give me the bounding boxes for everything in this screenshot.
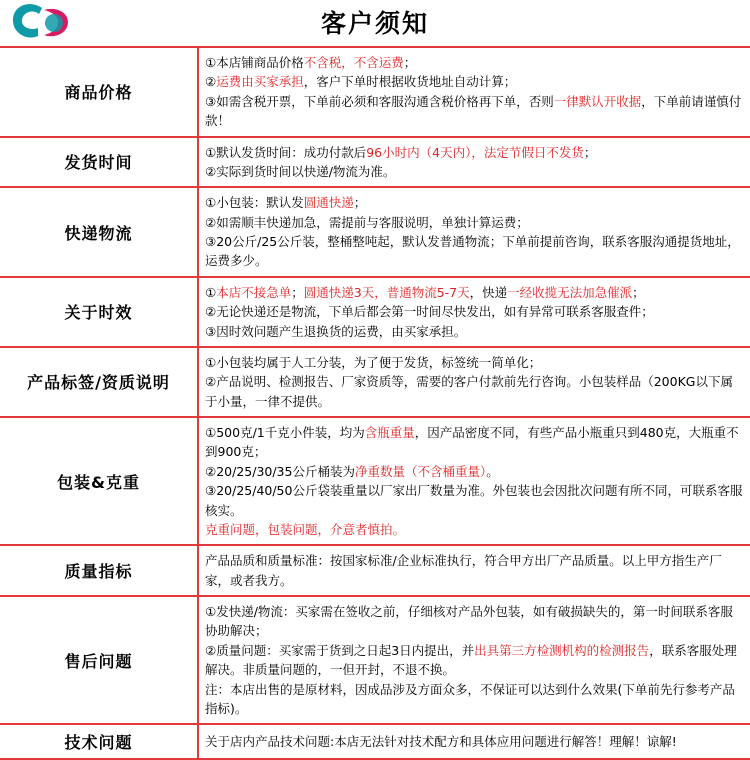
page-title: 客户须知 (320, 9, 429, 38)
content-line (205, 213, 744, 232)
content-line (205, 162, 744, 181)
table-row (0, 187, 750, 277)
plain-text: 产品品质和质量标准：按国家标准/企业标准执行，符合甲方出厂产品质量。以上甲方指生产厂家，或者我方。 (205, 553, 722, 588)
plain-text: ； (403, 55, 417, 70)
content-line (205, 520, 744, 539)
row-content (198, 277, 750, 347)
content-line (205, 322, 744, 341)
highlighted-text: 本店不接急单 (216, 284, 292, 300)
row-content (198, 417, 750, 545)
content-line (205, 92, 744, 131)
notice-table (0, 48, 750, 760)
plain-text: ； (632, 284, 645, 300)
table-row (0, 417, 750, 545)
table-row (0, 277, 750, 347)
content-line (205, 283, 744, 302)
content-line (205, 462, 744, 481)
plain-text: ①默认发货时间：成功付款后 (205, 144, 367, 160)
row-label: 产品标签/资质说明 (0, 347, 198, 417)
plain-text: ，联系客服处理解决。非质量问题的，一但开封，不退不换。 (205, 642, 737, 678)
row-content (198, 137, 750, 188)
row-label: 发货时间 (0, 137, 198, 188)
content-line (205, 680, 744, 719)
row-label: 售后问题 (0, 596, 198, 724)
content-line (205, 302, 744, 321)
plain-text: ①小包装：默认发 (205, 195, 304, 211)
row-label: 关于时效 (0, 277, 198, 347)
plain-text: ③如需含税开票，下单前必须和客服沟通含税价格再下单，否则 (205, 93, 554, 109)
plain-text: ②20/25/30/35公斤桶装为 (205, 463, 355, 479)
row-content (198, 545, 750, 596)
content-line (205, 72, 744, 91)
plain-text: 注：本店出售的是原材料，因成品涉及方面众多，不保证可以达到什么效果(下单前先行参考产品指标)。 (205, 681, 735, 716)
highlighted-text: 含瓶重量 (364, 425, 415, 440)
plain-text: ，下单前请谨慎付款！ (205, 93, 742, 129)
highlighted-text: 96小时内（4天内），法定节假日不发货 (366, 144, 584, 160)
table-row (0, 347, 750, 417)
content-line (205, 481, 744, 520)
plain-text: ②实际到货时间以快递/物流为准。 (205, 163, 396, 179)
highlighted-text: 克重问题，包装问题，介意者慎拍。 (205, 521, 406, 537)
plain-text: ； (583, 144, 597, 160)
plain-text: ①500克/1千克小件装，均为 (205, 425, 365, 440)
content-line (205, 193, 744, 212)
row-content (198, 48, 750, 137)
highlighted-text: 净重数量（不含桶重量） (354, 463, 487, 479)
table-row (0, 48, 750, 137)
plain-text: ，因产品密度不同，有些产品小瓶重只到480克，大瓶重不到900克； (205, 425, 739, 460)
page-header (0, 0, 750, 48)
table-row (0, 545, 750, 596)
highlighted-text: 圆通快递 (303, 195, 354, 211)
plain-text: ③20公斤/25公斤装，整桶整吨起，默认发普通物流；下单前提前咨询，联系客服沟通提货地址，运费多少。 (205, 234, 740, 269)
table-row (0, 596, 750, 724)
row-content (198, 187, 750, 277)
highlighted-text: 圆通快递3天，普通物流5-7天 (303, 284, 470, 300)
content-line (205, 232, 744, 271)
plain-text: ②质量问题：买家需于货到之日起3日内提出，并 (205, 642, 475, 658)
content-line (205, 53, 744, 72)
row-label: 质量指标 (0, 545, 198, 596)
highlighted-text: 运费由买家承担 (216, 74, 304, 90)
content-line (205, 602, 744, 641)
row-label: 商品价格 (0, 48, 198, 137)
highlighted-text: 出具第三方检测机构的检测报告 (474, 642, 650, 658)
highlighted-text: 一经收揽无法加急催派 (507, 284, 633, 300)
table-row (0, 724, 750, 759)
highlighted-text: 不含税，不含运费 (303, 55, 404, 70)
plain-text: ①本店铺商品价格 (205, 55, 304, 70)
content-line (205, 143, 744, 162)
row-label: 技术问题 (0, 724, 198, 759)
content-line (205, 372, 744, 411)
plain-text: ②无论快递还是物流，下单后都会第一时间尽快发出，如有异常可联系客服查件； (205, 304, 654, 320)
table-row (0, 137, 750, 188)
content-line (205, 732, 744, 751)
plain-text: ② (205, 74, 217, 90)
plain-text: 。 (486, 463, 499, 479)
content-line (205, 423, 744, 462)
row-label: 快递物流 (0, 187, 198, 277)
plain-text: ③因时效问题产生退换货的运费，由买家承担。 (205, 323, 467, 339)
plain-text: ②产品说明、检测报告、厂家资质等，需要的客户付款前先行咨询。小包装样品（200KG以下属于小量，一律不提供。 (205, 374, 733, 409)
content-line (205, 641, 744, 680)
plain-text: ； (353, 195, 367, 211)
row-label: 包装&克重 (0, 417, 198, 545)
notice-table-body (0, 48, 750, 759)
plain-text: ③20/25/40/50公斤袋装重量以厂家出厂数量为准。外包装也会因批次问题有所不同，可联系客服核实。 (205, 483, 743, 518)
plain-text: 关于店内产品技术问题:本店无法针对技术配方和具体应用问题进行解答！理解！谅解! (205, 734, 677, 750)
plain-text: ，客户下单时根据收货地址自动计算； (303, 74, 517, 90)
content-line (205, 551, 744, 590)
highlighted-text: 一律默认开收据 (553, 93, 642, 109)
plain-text: ①发快递/物流：买家需在签收之前，仔细核对产品外包装，如有破损缺失的，第一时间联系客服协助解决； (205, 604, 733, 639)
row-content (198, 347, 750, 417)
plain-text: ； (291, 284, 304, 300)
row-content (198, 724, 750, 759)
plain-text: ①小包装均属于人工分装，为了便于发货，标签统一简单化； (205, 354, 542, 370)
plain-text: ① (205, 284, 217, 300)
plain-text: ，快递 (469, 284, 508, 300)
content-line (205, 353, 744, 372)
row-content (198, 596, 750, 724)
plain-text: ②如需顺丰快递加急，需提前与客服说明，单独计算运费； (205, 214, 529, 230)
